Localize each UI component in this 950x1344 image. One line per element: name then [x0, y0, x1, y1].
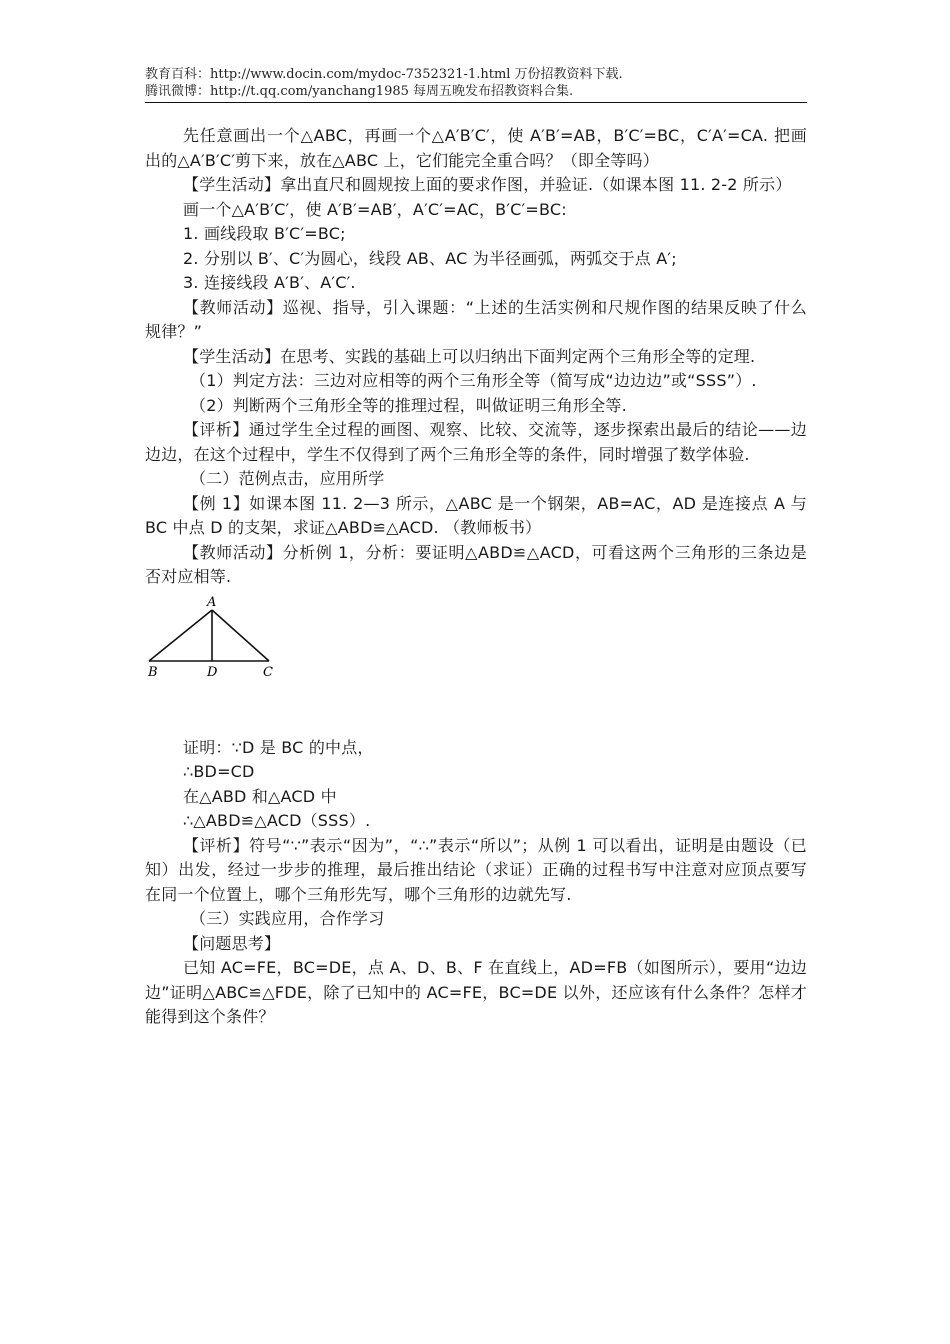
section-heading-3: （三）实践应用，合作学习: [190, 909, 385, 928]
paragraph-question-heading: 【问题思考】: [183, 933, 281, 953]
proof-line-2: ∴BD=CD: [183, 762, 255, 781]
label-b: B: [148, 664, 158, 680]
paragraph-step-1: 1. 画线段取 B′C′=BC;: [183, 224, 346, 243]
page-header: [145, 66, 807, 100]
paragraph-teacher-activity-1: 【教师活动】巡视、指导，引入课题：“上述的生活实例和尺规作图的结果反映了什么规律？”: [145, 297, 807, 341]
paragraph-student-activity-1: 【学生活动】拿出直尺和圆规按上面的要求作图，并验证.（如课本图 11. 2-2 所示）: [183, 175, 792, 194]
paragraph-method-1: （1）判定方法：三边对应相等的两个三角形全等（简写成“边边边”或“SSS”）.: [190, 371, 757, 390]
paragraph-student-activity-2: 【学生活动】在思考、实践的基础上可以归纳出下面判定两个三角形全等的定理.: [183, 346, 756, 366]
paragraph-method-2: （2）判断两个三角形全等的推理过程，叫做证明三角形全等.: [190, 395, 627, 415]
paragraph-construction: 画一个△A′B′C′，使 A′B′=AB′，A′C′=AC，B′C′=BC:: [183, 199, 567, 219]
paragraph-step-2: 2. 分别以 B′、C′为圆心，线段 AB、AC 为半径画弧，两弧交于点 A′;: [183, 248, 677, 268]
paragraph-question: 已知 AC=FE，BC=DE，点 A、D、B、F 在直线上，AD=FB（如图所示），要用“边边边”证明△ABC≌△FDE，除了已知中的 AC=FE，BC=DE 以外，还应该有什么条件？怎样才能得到这个条件？: [145, 958, 807, 1026]
paragraph-teacher-activity-2: 【教师活动】分析例 1，分析：要证明△ABD≌△ACD，可看这两个三角形的三条边是否对应相等.: [145, 542, 807, 586]
paragraph-step-3: 3. 连接线段 A′B′、A′C′.: [183, 273, 356, 292]
header-line-2: 腾讯微博：http://t.qq.com/yanchang1985 每周五晚发布招教资料合集.: [145, 84, 574, 99]
segment-ab: [149, 610, 212, 661]
proof-line-1: 证明：∵D 是 BC 的中点，: [183, 737, 374, 757]
label-c: C: [263, 664, 274, 680]
triangle-figure: [145, 594, 807, 714]
paragraph-example-1: 【例 1】如课本图 11. 2—3 所示，△ABC 是一个钢架，AB=AC，AD 是连接点 A 与 BC 中点 D 的支架，求证△ABD≌△ACD. （教师板书）: [145, 493, 807, 537]
section-heading-2: （二）范例点击，应用所学: [190, 469, 385, 488]
label-d: D: [207, 664, 218, 680]
paragraph-intro: 先任意画出一个△ABC，再画一个△A′B′C′，使 A′B′=AB，B′C′=BC，C′A′=CA. 把画出的△A′B′C′剪下来，放在△ABC 上，它们能完全重合吗？（即全等吗）: [145, 126, 807, 170]
paragraph-comment-1: 【评析】通过学生全过程的画图、观察、比较、交流等，逐步探索出最后的结论——边边边，在这个过程中，学生不仅得到了两个三角形全等的条件，同时增强了数学体验.: [145, 420, 807, 464]
header-divider: [145, 102, 807, 103]
header-line-1: 教育百科：http://www.docin.com/mydoc-7352321-1.html 万份招教资料下载.: [145, 67, 623, 82]
triangle-abc-diagram: [145, 594, 285, 714]
label-a: A: [207, 594, 217, 610]
proof-line-4: ∴△ABD≌△ACD（SSS）.: [183, 811, 371, 830]
document-body: [145, 124, 807, 1030]
paragraph-comment-2: 【评析】符号“∵”表示“因为”，“∴”表示“所以”；从例 1 可以看出，证明是由题设（已知）出发，经过一步步的推理，最后推出结论（求证）正确的过程书写中注意对应顶点要写在同一个位置上，哪个三角形先写，哪个三角形的边就先写.: [145, 835, 807, 904]
segment-ac: [212, 610, 269, 661]
proof-line-3: 在△ABD 和△ACD 中: [183, 786, 337, 806]
